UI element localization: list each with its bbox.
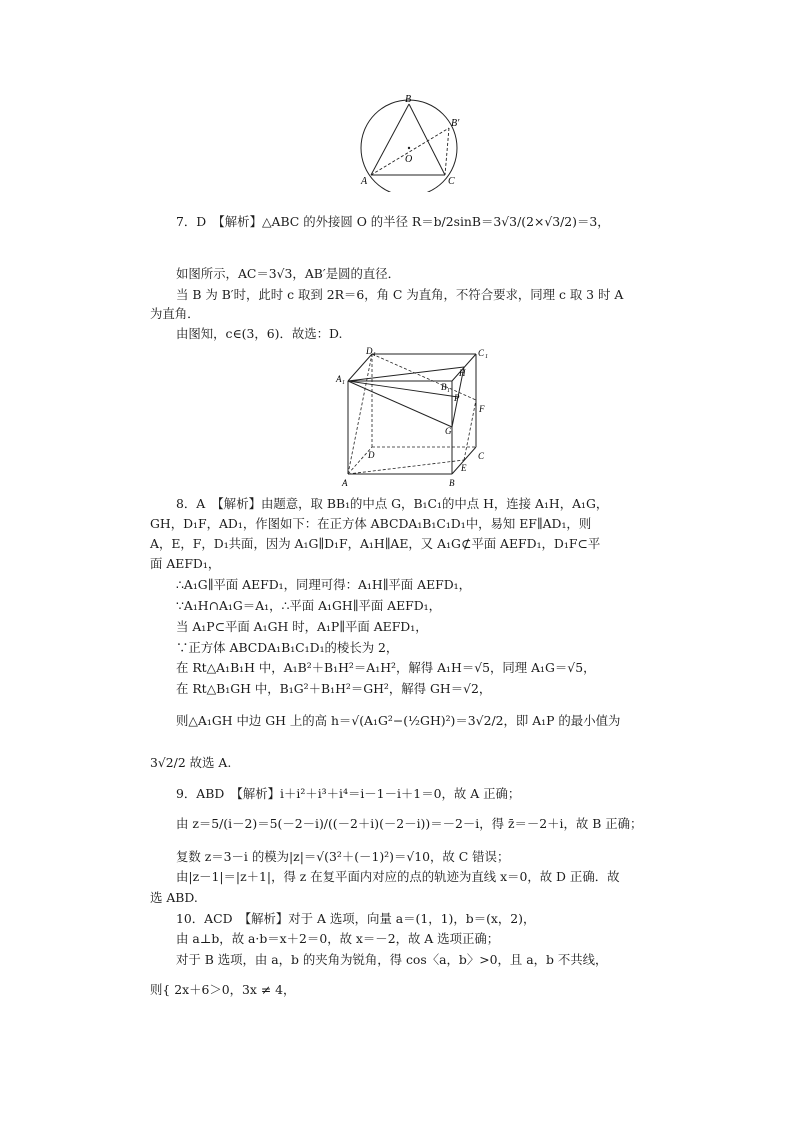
diameter-abp: [371, 128, 449, 175]
q7-line-c: 当 B 为 B′时，此时 c 取到 2R＝6，角 C 为直角，不符合要求，同理 c 取 3 时 A: [176, 287, 624, 302]
label-f: F: [479, 404, 485, 414]
label-p: P: [454, 393, 460, 403]
q7-line-b: 如图所示，AC＝3√3，AB′是圆的直径．: [176, 266, 401, 281]
label-bprime: B′: [451, 118, 460, 129]
q8-line-d: 面 AEFD₁，: [150, 556, 221, 571]
q9-line-a: 9．ABD 【解析】i＋i²＋i³＋i⁴＝i－1－i＋1＝0，故 A 正确；: [176, 786, 521, 801]
q9-line-b: 由 z＝5/(i－2)＝5(－2－i)/((－2＋i)(－2－i))＝－2－i，得 z̄＝－2＋i，故 B 正确；: [176, 816, 643, 831]
seg-ae: [348, 460, 464, 474]
circumcircle: [361, 100, 457, 192]
label-h: H: [459, 368, 466, 378]
q7-line-a: 7．D 【解析】△ABC 的外接圆 O 的半径 R＝b/2sinB＝3√3/(2×√3/2)＝3，: [176, 214, 610, 229]
cube-figure: [330, 346, 490, 486]
label-a1: A: [336, 374, 342, 384]
seg-a1g: [348, 381, 452, 427]
label-c: C: [478, 451, 485, 461]
q8-line-c: A，E，F，D₁共面，因为 A₁G∥D₁F，A₁H∥AE，又 A₁G⊄平面 AEFD₁，D₁F⊂平: [150, 536, 601, 551]
q9-line-c: 复数 z＝3－i 的模为|z|＝√(3²＋(－1)²)＝√10，故 C 错误；: [176, 849, 510, 864]
edge-d1a1: [348, 354, 372, 381]
label-o: O: [405, 154, 413, 165]
label-c1-sub: 1: [485, 354, 488, 360]
q10-line-c: 对于 B 选项，由 a，b 的夹角为锐角，得 cos〈a，b〉>0，且 a，b 不共线，: [176, 952, 608, 967]
chord-bpc: [445, 128, 449, 175]
q8-line-a: 8．A 【解析】由题意，取 BB₁的中点 G，B₁C₁的中点 H，连接 A₁H，A₁G，: [176, 496, 609, 511]
q10-line-d: 则{ 2x＋6＞0，3x ≠ 4，: [150, 982, 296, 997]
circle-figure: [355, 92, 465, 192]
q9-line-e: 选 ABD.: [150, 890, 198, 905]
q10-line-a: 10．ACD 【解析】对于 A 选项，向量 a＝(1，1)，b＝(x，2)，: [176, 911, 536, 926]
label-b1: B: [441, 382, 447, 392]
side-bc: [409, 104, 445, 175]
label-d: D: [368, 450, 375, 460]
q8-line-b: GH，D₁F，AD₁，作图如下：在正方体 ABCDA₁B₁C₁D₁中，易知 EF∥AD₁，则: [150, 516, 592, 531]
label-b: B: [449, 478, 455, 486]
q8-line-j: 在 Rt△B₁GH 中，B₁G²＋B₁H²＝GH²，解得 GH＝√2，: [176, 681, 492, 696]
label-a: A: [361, 176, 368, 187]
q7-line-d: 为直角．: [150, 306, 200, 321]
label-e: E: [461, 463, 467, 473]
label-b1-sub: 1: [447, 388, 450, 394]
q10-line-b: 由 a⊥b，故 a·b＝x＋2＝0，故 x＝－2，故 A 选项正确；: [176, 931, 500, 946]
side-ab: [371, 104, 409, 175]
label-b: B: [405, 94, 412, 105]
q8-line-i: 在 Rt△A₁B₁H 中，A₁B²＋B₁H²＝A₁H²，解得 A₁H＝√5，同理 A₁G＝√5，: [176, 660, 596, 675]
label-g: G: [445, 426, 452, 436]
q8-line-k: 则△A₁GH 中边 GH 上的高 h＝√(A₁G²−(½GH)²)＝3√2/2，即 A₁P 的最小值为: [176, 713, 621, 728]
label-d1: D: [366, 346, 373, 356]
label-a1-sub: 1: [342, 380, 345, 386]
q7-line-e: 由图知，c∈(3，6)．故选：D.: [176, 326, 343, 341]
q8-line-h: ∵正方体 ABCDA₁B₁C₁D₁的棱长为 2，: [176, 640, 399, 655]
label-c1: C: [478, 348, 485, 358]
center-point: [408, 147, 410, 149]
q8-line-l: 3√2/2 故选 A.: [150, 755, 232, 770]
label-d1-sub: 1: [373, 352, 376, 358]
seg-ef: [464, 400, 476, 460]
q9-line-d: 由|z－1|＝|z＋1|，得 z 在复平面内对应的点的轨迹为直线 x＝0，故 D 正确．故: [176, 869, 620, 884]
q8-line-e: ∴A₁G∥平面 AEFD₁，同理可得：A₁H∥平面 AEFD₁，: [176, 577, 472, 592]
label-c: C: [448, 176, 455, 187]
q8-line-g: 当 A₁P⊂平面 A₁GH 时，A₁P∥平面 AEFD₁，: [176, 619, 428, 634]
label-a: A: [342, 478, 348, 486]
q8-line-f: ∵A₁H∩A₁G＝A₁，∴平面 A₁GH∥平面 AEFD₁，: [176, 598, 442, 613]
